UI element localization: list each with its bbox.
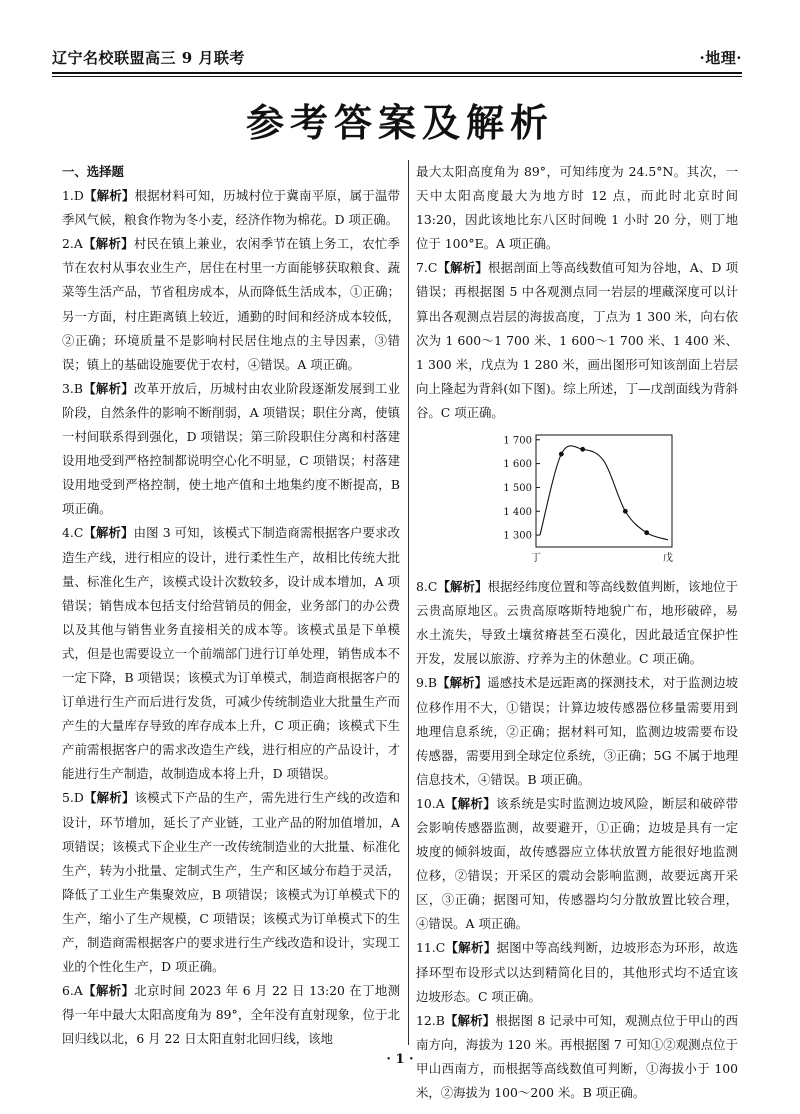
answer-choice: B bbox=[435, 1012, 445, 1028]
answer-choice: A bbox=[73, 236, 83, 252]
answer-item bbox=[62, 377, 400, 522]
analysis-tag: 【解析】 bbox=[83, 790, 135, 806]
chart-frame bbox=[536, 435, 672, 547]
answer-number: 3. bbox=[62, 380, 74, 396]
answer-item bbox=[416, 671, 738, 791]
answer-choice: D bbox=[73, 188, 84, 204]
analysis-tag: 【解析】 bbox=[82, 380, 134, 396]
answer-item bbox=[416, 936, 738, 1008]
page-number: · 1 · bbox=[386, 1052, 414, 1067]
y-tick-label: 1 600 bbox=[503, 459, 532, 471]
analysis-text: 根据经纬度位置和等高线数值判断，该地位于云贵高原地区。云贵高原喀斯特地貌广布，地形破碎，易水土流失，导致土壤贫瘠甚至石漠化，因此最适宜保护性开发，发展以旅游、疗养为主的休憩业。C 项正确。 bbox=[416, 579, 739, 667]
answer-item bbox=[416, 160, 738, 256]
analysis-text: 根据图 8 记录中可知，观测点位于甲山的西南方向，海拔为 120 米。再根据图 7 可知①②观测点位于甲山西南方，而根据等高线数值可判断，①海拔小于 100 米，②海拔为 100～200 米。B 项正确。 bbox=[416, 1012, 739, 1100]
answer-number: 4. bbox=[62, 525, 74, 541]
answer-number: 2. bbox=[62, 236, 74, 252]
observation-point bbox=[623, 509, 628, 514]
rock-layer-profile-chart bbox=[492, 427, 702, 569]
left-column bbox=[62, 160, 400, 1051]
answer-choice: C bbox=[435, 940, 446, 956]
analysis-text: 村民在镇上兼业，农闲季节在镇上务工，农忙季节在农村从事农业生产，居住在村里一方面能够获取粮食、蔬菜等生活产品，节省租房成本，从而降低生活成本，①正确；另一方面，村庄距离镇上较近，通勤的时间和经济成本较低，②正确；环境质量不是影响村民居住地点的主导因素，③错误；镇上的基础设施要优于农村，④错误。A 项正确。 bbox=[62, 236, 401, 372]
answer-item bbox=[62, 786, 400, 979]
y-tick-label: 1 300 bbox=[503, 530, 532, 542]
answer-choice: B bbox=[73, 380, 83, 396]
answer-item bbox=[62, 979, 400, 1051]
observation-point bbox=[644, 530, 649, 535]
answer-number: 9. bbox=[416, 675, 428, 691]
x-start-label: 丁 bbox=[531, 553, 541, 565]
answer-item bbox=[62, 521, 400, 786]
column-divider bbox=[408, 160, 409, 1045]
answer-item bbox=[416, 256, 738, 425]
analysis-tag: 【解析】 bbox=[83, 525, 134, 541]
analysis-text: 该模式下产品的生产，需先进行生产线的改造和设计，环节增加，延长了产业链，工业产品的附加值增加，A 项错误；该模式下企业生产一改传统制造业的大批量、标准化生产，转为小批量、定制式生产，生产和区域分布趋于灵活，降低了工业生产集聚效应，B 项错误；该模式为订单模式下的生产，缩小了生产规模，C 项错误；该模式为订单模式下的生产，制造商需根据客户的要求进行生产线改造和设计，实现工业的个性化生产，D 项正确。 bbox=[62, 790, 401, 975]
header-rule bbox=[52, 72, 742, 74]
answer-item bbox=[416, 575, 738, 671]
page-header bbox=[52, 36, 742, 68]
answer-choice: C bbox=[427, 579, 438, 595]
answer-choice: B bbox=[427, 675, 437, 691]
observation-point bbox=[559, 452, 564, 457]
right-column bbox=[416, 160, 738, 1105]
answer-number: 11. bbox=[416, 940, 436, 956]
answer-list-right-top bbox=[416, 160, 738, 425]
analysis-tag: 【解析】 bbox=[82, 236, 134, 252]
answer-number: 6. bbox=[62, 983, 74, 999]
answer-number: 10. bbox=[416, 795, 436, 811]
answer-item bbox=[62, 184, 400, 232]
answer-number: 8. bbox=[416, 579, 428, 595]
y-tick-label: 1 400 bbox=[503, 506, 532, 518]
analysis-tag: 【解析】 bbox=[83, 188, 135, 204]
answer-item bbox=[62, 232, 400, 377]
analysis-text: 最大太阳高度角为 89°，可知纬度为 24.5°N。其次，一天中太阳高度最大为地方时 12 点，而此时北京时间 13:20，因此该地比东八区时间晚 1 小时 20 分，则丁地位于 100°E。A 项正确。 bbox=[416, 164, 738, 252]
analysis-tag: 【解析】 bbox=[444, 795, 497, 811]
section-heading: 一、选择题 bbox=[62, 164, 124, 179]
x-end-label: 戊 bbox=[663, 553, 673, 565]
analysis-tag: 【解析】 bbox=[444, 1012, 496, 1028]
observation-point bbox=[580, 447, 585, 452]
answer-number: 5. bbox=[62, 790, 74, 806]
analysis-text: 由图 3 可知，该模式下制造商需根据客户要求改造生产线，进行相应的设计，进行柔性生产，故相比传统大批量、标准化生产，该模式设计次数较多，设计成本增加，A 项错误；销售成本包括支付给营销员的佣金，业务部门的办公费以及其他与销售业务直接相关的成本等。该模式虽是下单模式，但是也需要设立一个前端部门进行订单处理，销售成本不一定下降，B 项错误；该模式为订单模式，制造商根据客户的订单进行生产而后进行发货，可减少传统制造业大批量生产而产生的大量库存导致的库存成本上升，C 项正确；该模式下生产前需根据客户的需求改造生产线，进行相应的产品设计，才能进行生产制造，故制造成本将上升，D 项错误。 bbox=[62, 525, 401, 782]
header-subject: ·地理· bbox=[699, 49, 742, 67]
answer-choice: C bbox=[73, 525, 84, 541]
answer-choice: A bbox=[435, 795, 445, 811]
analysis-tag: 【解析】 bbox=[82, 983, 135, 999]
analysis-tag: 【解析】 bbox=[436, 675, 488, 691]
analysis-tag: 【解析】 bbox=[437, 579, 488, 595]
analysis-tag: 【解析】 bbox=[437, 260, 488, 276]
answer-number: 1. bbox=[62, 188, 74, 204]
header-rule-thin bbox=[52, 76, 742, 77]
analysis-text: 根据剖面上等高线数值可知为谷地，A、D 项错误；再根据图 5 中各观测点同一岩层的埋藏深度可以计算出各观测点岩层的海拔高度，丁点为 1 300 米，向右依次为 1 600～1 700 米、1 600～1 700 米、1 400 米、1 300 米，戊点为 1 280 米，画出图形可知该剖面上岩层向上隆起为背斜(如下图)。综上所述，丁—戊剖面线为背斜谷。C 项正确。 bbox=[416, 260, 739, 420]
analysis-text: 据图中等高线判断，边坡形态为环形，故选择环型布设形式以达到精简化目的，其他形式均不适宜该边坡形态。C 项正确。 bbox=[416, 940, 739, 1004]
answer-number: 12. bbox=[416, 1012, 436, 1028]
y-tick-label: 1 500 bbox=[503, 482, 532, 494]
rock-layer-line bbox=[540, 446, 668, 540]
answer-choice: D bbox=[73, 790, 84, 806]
answer-number: 7. bbox=[416, 260, 428, 276]
page-title: 参考答案及解析 bbox=[245, 101, 554, 145]
analysis-text: 北京时间 2023 年 6 月 22 日 13:20 在丁地测得一年中最大太阳高度角为 89°，全年没有直射现象，位于北回归线以北，6 月 22 日太阳直射北回归线，该地 bbox=[62, 983, 401, 1047]
answer-list-left bbox=[62, 184, 400, 1051]
header-exam-name: 辽宁名校联盟高三 9 月联考 bbox=[52, 49, 245, 67]
answer-choice: C bbox=[427, 260, 438, 276]
answer-choice: A bbox=[73, 983, 83, 999]
answer-list-right-bottom bbox=[416, 575, 738, 1105]
analysis-text: 根据材料可知，历城村位于冀南平原，属于温带季风气候，粮食作物为冬小麦，经济作物为棉花。D 项正确。 bbox=[62, 188, 401, 228]
y-tick-label: 1 700 bbox=[503, 435, 532, 447]
analysis-text: 该系统是实时监测边坡风险，断层和破碎带会影响传感器监测，故要避开，①正确；边坡是具有一定坡度的倾斜坡面，故传感器应立体状放置方能很好地监测位移，②错误；开采区的震动会影响监测，故要远离开采区，③正确；据图可知，传感器均匀分散放置比较合理，④错误。A 项正确。 bbox=[416, 795, 739, 932]
analysis-text: 遥感技术是远距离的探测技术，对于监测边坡位移作用不大，①错误；计算边坡传感器位移量需要用到地理信息系统，②正确；据材料可知，监测边坡需要布设传感器，需要用到全球定位系统，③正确；5G 不属于地理信息技术，④错误。B 项正确。 bbox=[416, 675, 739, 787]
analysis-text: 改革开放后，历城村由农业阶段逐渐发展到工业阶段，自然条件的影响不断削弱，A 项错误；职住分离，使镇一村间联系得到强化，D 项错误；第三阶段职住分离和村落建设用地受到严格控制都说明空心化不明显，C 项错误；村落建设用地受到严格控制，使土地产值和土地集约度不断提高，B 项正确。 bbox=[62, 380, 401, 517]
analysis-tag: 【解析】 bbox=[445, 940, 497, 956]
answer-item bbox=[416, 792, 738, 937]
